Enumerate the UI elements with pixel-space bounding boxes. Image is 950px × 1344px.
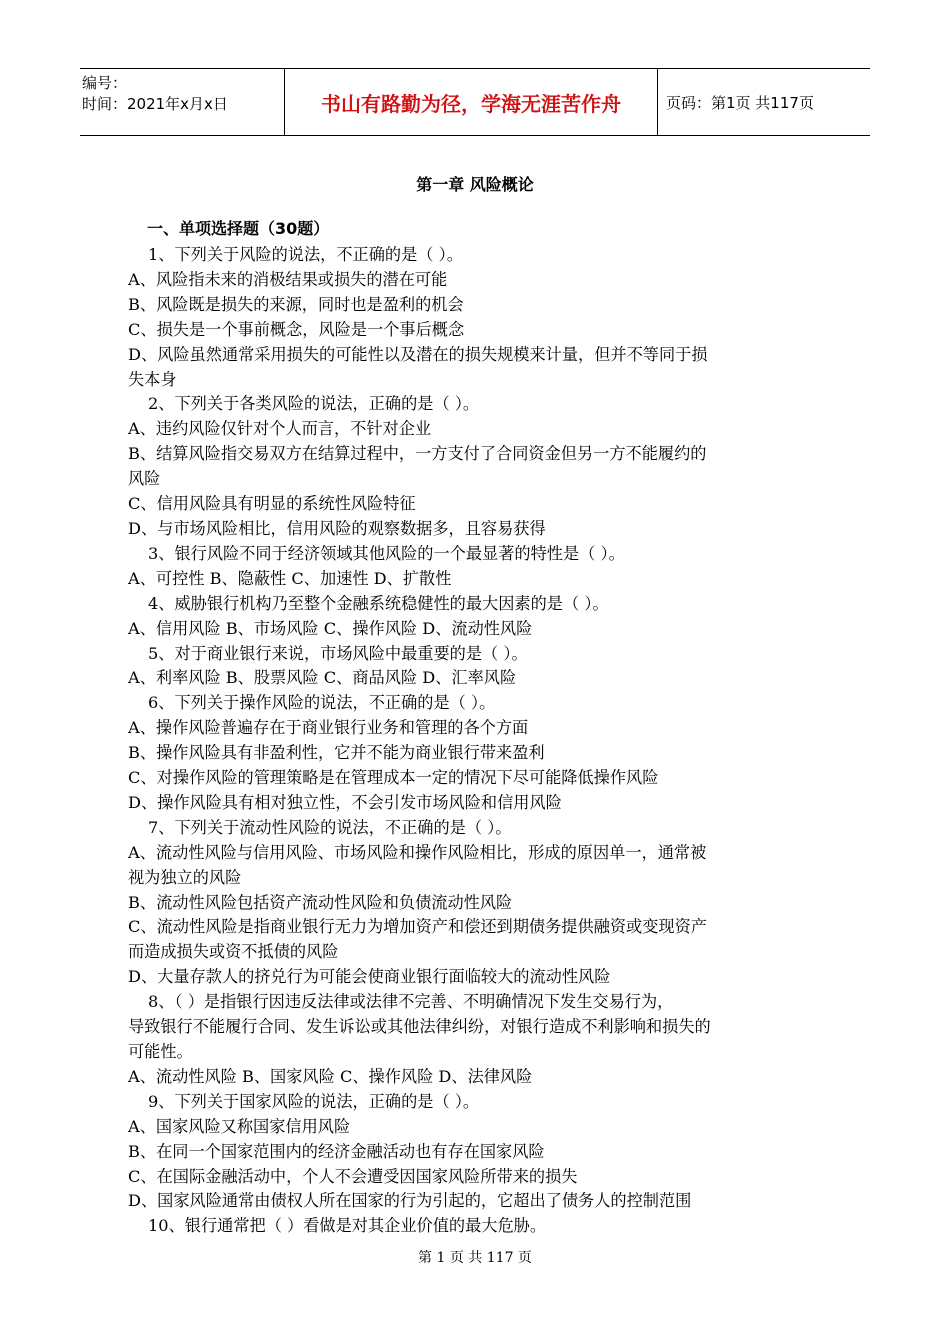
option-line: A、利率风险 B、股票风险 C、商品风险 D、汇率风险 xyxy=(128,668,517,688)
page-footer: 第 1 页 共 117 页 xyxy=(418,1250,532,1266)
option-line: A、流动性风险与信用风险、市场风险和操作风险相比，形成的原因单一，通常被 xyxy=(128,842,707,862)
question-line: 7、下列关于流动性风险的说法，不正确的是（ ）。 xyxy=(148,817,512,837)
option-line: A、可控性 B、隐蔽性 C、加速性 D、扩散性 xyxy=(128,568,452,588)
option-line: D、操作风险具有相对独立性，不会引发市场风险和信用风险 xyxy=(128,792,562,812)
question-body xyxy=(128,243,828,1239)
option-line: D、与市场风险相比，信用风险的观察数据多，且容易获得 xyxy=(128,518,546,538)
question-line: 3、银行风险不同于经济领域其他风险的一个最显著的特性是（ ）。 xyxy=(148,543,625,563)
option-line: A、信用风险 B、市场风险 C、操作风险 D、流动性风险 xyxy=(128,618,533,638)
option-line: 失本身 xyxy=(128,369,177,389)
option-line: C、在国际金融活动中，个人不会遭受因国家风险所带来的损失 xyxy=(128,1166,578,1186)
question-line: 10、银行通常把（ ）看做是对其企业价值的最大危胁。 xyxy=(148,1216,547,1236)
option-line: B、流动性风险包括资产流动性风险和负债流动性风险 xyxy=(128,892,513,912)
question-line: 可能性。 xyxy=(128,1042,193,1061)
option-line: C、损失是一个事前概念，风险是一个事后概念 xyxy=(128,319,465,339)
option-line: 而造成损失或资不抵债的风险 xyxy=(128,942,339,962)
time-label: 时间：2021年x月x日 xyxy=(82,95,228,113)
option-line: C、信用风险具有明显的系统性风险特征 xyxy=(128,494,416,514)
option-line: C、流动性风险是指商业银行无力为增加资产和偿还到期债务提供融资或变现资产 xyxy=(128,917,707,937)
option-line: C、对操作风险的管理策略是在管理成本一定的情况下尽可能降低操作风险 xyxy=(128,768,659,788)
code-label: 编号： xyxy=(82,74,128,92)
option-line: D、风险虽然通常采用损失的可能性以及潜在的损失规模来计量，但并不等同于损 xyxy=(128,344,708,364)
option-line: B、操作风险具有非盈利性，它并不能为商业银行带来盈利 xyxy=(128,743,545,763)
question-line: 5、对于商业银行来说，市场风险中最重要的是（ ）。 xyxy=(148,643,528,663)
option-line: 风险 xyxy=(128,469,161,489)
option-line: A、风险指未来的消极结果或损失的潜在可能 xyxy=(128,269,448,289)
question-line: 4、威胁银行机构乃至整个金融系统稳健性的最大因素的是（ ）。 xyxy=(148,593,609,613)
motto: 书山有路勤为径，学海无涯苦作舟 xyxy=(285,69,658,136)
option-line: A、操作风险普遍存在于商业银行业务和管理的各个方面 xyxy=(128,718,529,738)
option-line: D、大量存款人的挤兑行为可能会使商业银行面临较大的流动性风险 xyxy=(128,967,611,987)
option-line: B、风险既是损失的来源，同时也是盈利的机会 xyxy=(128,294,464,314)
option-line: B、在同一个国家范围内的经济金融活动也有存在国家风险 xyxy=(128,1141,545,1161)
page-info: 页码：第1页 共117页 xyxy=(658,69,871,136)
option-line: D、国家风险通常由债权人所在国家的行为引起的，它超出了债务人的控制范围 xyxy=(128,1191,692,1211)
option-line: A、国家风险又称国家信用风险 xyxy=(128,1116,351,1136)
question-line: 1、下列关于风险的说法，不正确的是（ ）。 xyxy=(148,245,463,264)
question-line: 导致银行不能履行合同、发生诉讼或其他法律纠纷，对银行造成不利影响和损失的 xyxy=(128,1017,711,1037)
option-line: A、流动性风险 B、国家风险 C、操作风险 D、法律风险 xyxy=(128,1066,533,1086)
chapter-title: 第一章 风险概论 xyxy=(416,175,534,194)
question-line: 9、下列关于国家风险的说法，正确的是（ ）。 xyxy=(148,1091,480,1111)
option-line: A、违约风险仅针对个人而言，不针对企业 xyxy=(128,419,432,439)
question-line: 8、（ ）是指银行因违反法律或法律不完善、不明确情况下发生交易行为， xyxy=(148,992,674,1012)
option-line: B、结算风险指交易双方在结算过程中，一方支付了合同资金但另一方不能履约的 xyxy=(128,444,707,464)
header-left-cell xyxy=(80,69,285,136)
option-line: 视为独立的风险 xyxy=(128,867,242,887)
header-table xyxy=(80,68,870,136)
section-title: 一、单项选择题（30题） xyxy=(147,219,330,238)
question-line: 6、下列关于操作风险的说法，不正确的是（ ）。 xyxy=(148,693,496,713)
question-line: 2、下列关于各类风险的说法，正确的是（ ）。 xyxy=(148,394,480,414)
